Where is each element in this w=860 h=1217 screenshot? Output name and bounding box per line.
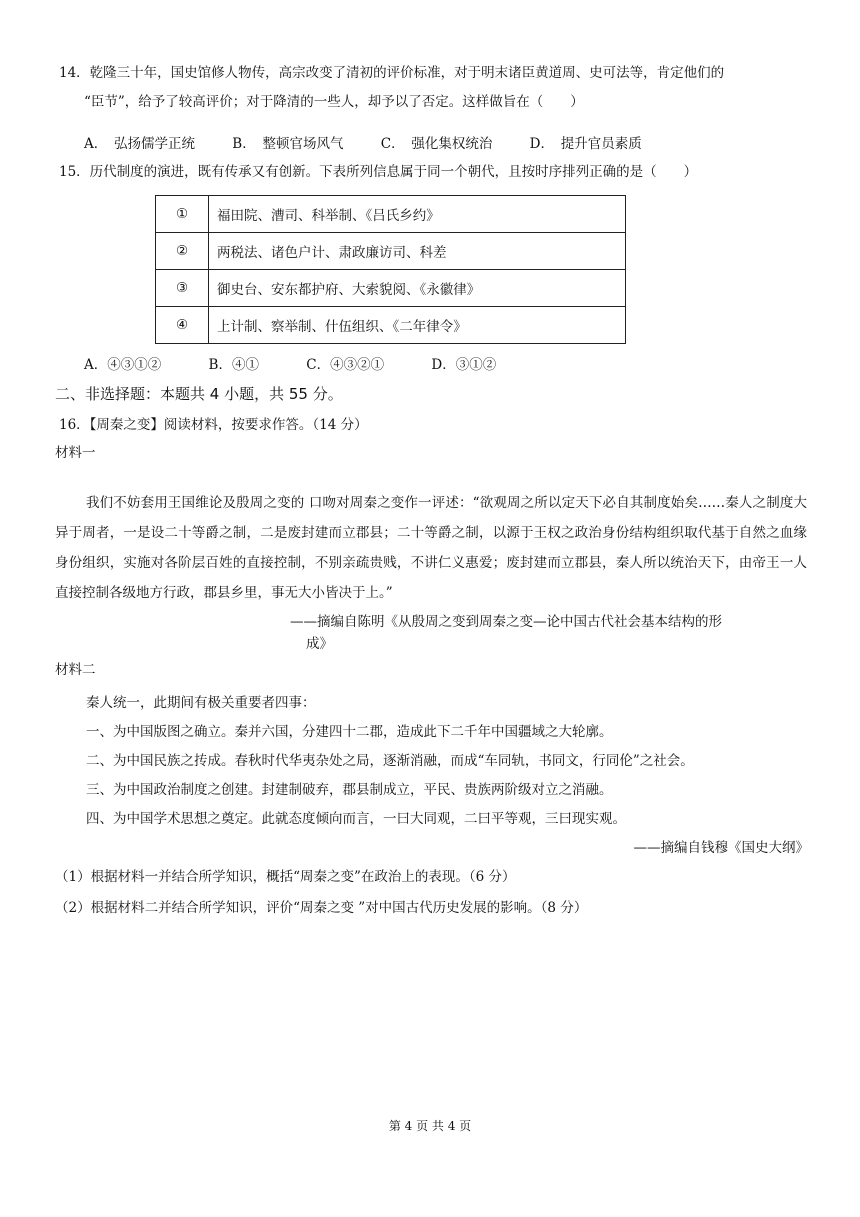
q14-option-c: C． 强化集权统治 bbox=[380, 136, 493, 152]
q16-subquestion-2: （2）根据材料二并结合所学知识，评价“周秦之变 ”对中国古代历史发展的影响。（8 分） bbox=[55, 900, 588, 916]
q14-stem-line2: “臣节”，给予了较高评价；对于降清的一些人，却予以了否定。这样做旨在（ ） bbox=[84, 94, 584, 110]
material1-source-line2: 成》 bbox=[306, 636, 333, 652]
q15-info-table bbox=[155, 195, 626, 344]
table-row-number: ① bbox=[156, 196, 209, 233]
material1-paragraph: 我们不妨套用王国维论及殷周之变的 口吻对周秦之变作一评述：“欲观周之所以定天下必自其制度始矣……秦人之制度大异于周者，一是设二十等爵之制，二是废封建而立郡县；二十等爵之制，以源于王权之政治身份结构组织取代基于自然之血缘身份组织，实施对各阶层百姓的直接控制，不别亲疏贵贱，不讲仁义惠爱；废封建而立郡县，秦人所以统治天下，由帝王一人直接控制各级地方行政，郡县乡里，事无大小皆决于上。” bbox=[55, 495, 807, 601]
page-footer: 第 4 页 共 4 页 bbox=[388, 1119, 472, 1133]
q15-options bbox=[84, 355, 496, 375]
material2-line: 秦人统一，此期间有极关重要者四事： bbox=[86, 695, 316, 711]
q14-option-a: A． 弘扬儒学正统 bbox=[84, 136, 195, 152]
q16-subquestion-1: （1）根据材料一并结合所学知识，概括“周秦之变”在政治上的表现。（6 分） bbox=[55, 869, 516, 885]
q15-option-c: C．④③②① bbox=[306, 357, 385, 373]
material2-source: ——摘编自钱穆《国史大纲》 bbox=[633, 840, 809, 856]
q15-stem: 15．历代制度的演进，既有传承又有创新。下表所列信息属于同一个朝代，且按时序排列正确的是（ ） bbox=[59, 164, 698, 180]
table-row bbox=[156, 307, 626, 344]
q14-stem-line1: 14．乾隆三十年，国史馆修人物传，高宗改变了清初的评价标准，对于明末诸臣黄道周、史可法等，肯定他们的 bbox=[59, 65, 725, 81]
table-row-text: 御史台、安东都护府、大索貌阅、《永徽律》 bbox=[209, 270, 626, 307]
table-row bbox=[156, 270, 626, 307]
table-row-number: ④ bbox=[156, 307, 209, 344]
material2-label: 材料二 bbox=[55, 662, 96, 678]
material1-source-line1: ——摘编自陈明《从殷周之变到周秦之变—论中国古代社会基本结构的形 bbox=[290, 614, 722, 630]
material2-line: 四、为中国学术思想之奠定。此就态度倾向而言，一曰大同观，二曰平等观，三曰现实观。 bbox=[86, 811, 626, 827]
material2-line: 三、为中国政治制度之创建。封建制破弃，郡县制成立，平民、贵族两阶级对立之消融。 bbox=[86, 782, 613, 798]
q16-stem: 16．【周秦之变】阅读材料，按要求作答。（14 分） bbox=[59, 417, 368, 433]
table-row bbox=[156, 233, 626, 270]
section-heading: 二、非选择题：本题共 4 小题，共 55 分。 bbox=[55, 385, 343, 403]
table-row-number: ② bbox=[156, 233, 209, 270]
q14-option-d: D． 提升官员素质 bbox=[529, 136, 642, 152]
material2-line: 一、为中国版图之确立。秦并六国，分建四十二郡，造成此下二千年中国疆域之大轮廓。 bbox=[86, 724, 613, 740]
material2-line: 二、为中国民族之抟成。春秋时代华夷杂处之局，逐渐消融，而成“车同轨，书同文，行同伦”之社会。 bbox=[86, 753, 694, 769]
table-row-text: 两税法、诸色户计、肃政廉访司、科差 bbox=[209, 233, 626, 270]
material1-label: 材料一 bbox=[55, 445, 96, 461]
table-row-text: 上计制、察举制、什伍组织、《二年律令》 bbox=[209, 307, 626, 344]
table-row bbox=[156, 196, 626, 233]
q15-option-b: B．④① bbox=[208, 357, 259, 373]
table-row-number: ③ bbox=[156, 270, 209, 307]
table-row-text: 福田院、漕司、科举制、《吕氏乡约》 bbox=[209, 196, 626, 233]
q14-option-b: B． 整顿官场风气 bbox=[232, 136, 344, 152]
q15-option-d: D．③①② bbox=[431, 357, 497, 373]
q14-options bbox=[84, 134, 642, 154]
q15-option-a: A．④③①② bbox=[84, 357, 162, 373]
